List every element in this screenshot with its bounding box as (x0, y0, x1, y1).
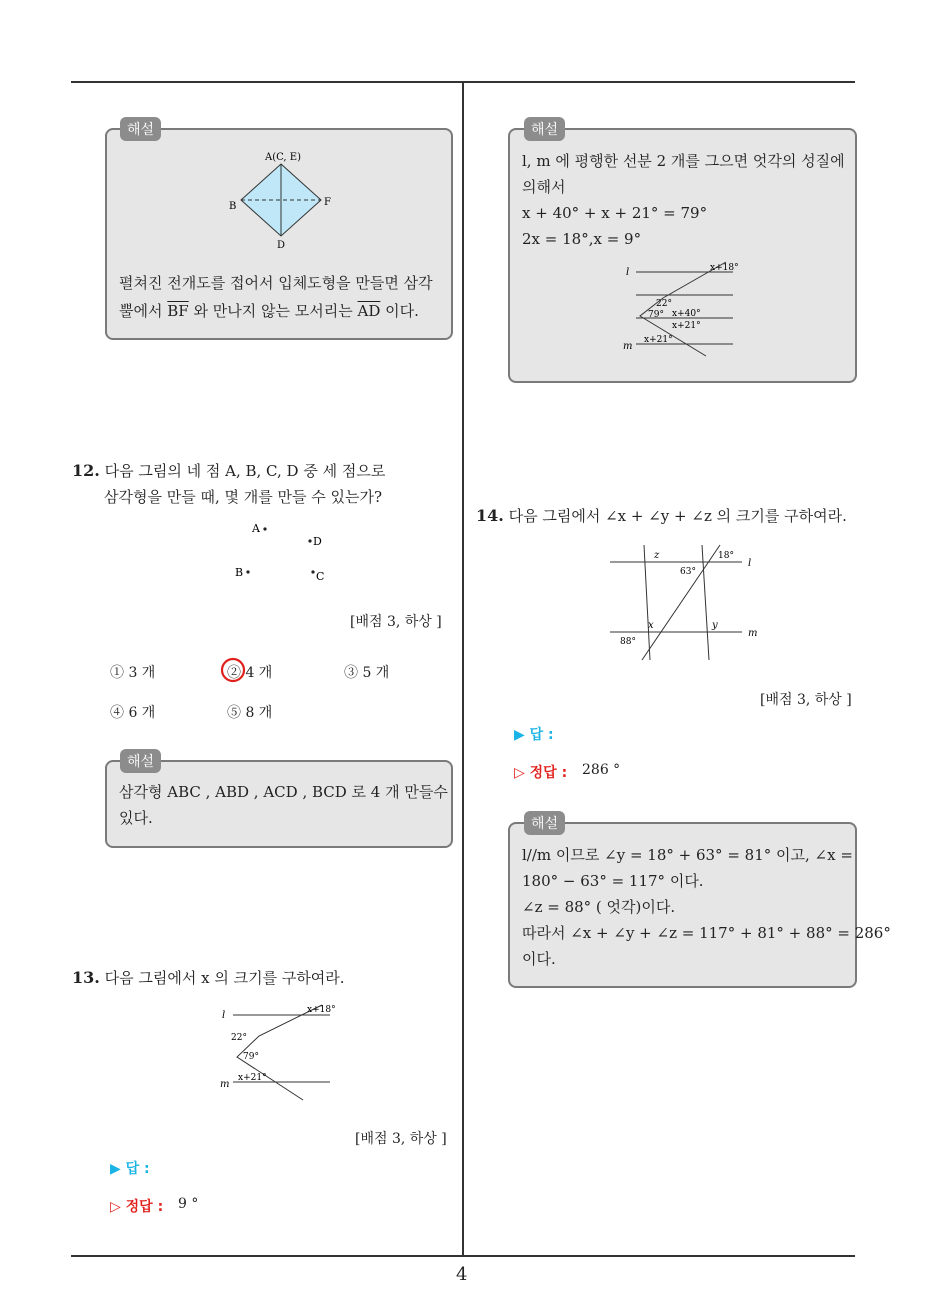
explanation-tag-q13: 해설 (524, 117, 565, 141)
q13-score: [배점 3, 하상 ] (355, 1131, 447, 1147)
explanation-q12-line2: 있다. (119, 809, 153, 827)
q13-correct-value: 9 ° (178, 1196, 199, 1212)
sol-label-l: l (626, 267, 630, 278)
point-b-dot (246, 570, 249, 573)
explanation-q13-line4: 2x = 18°,x = 9° (522, 230, 642, 248)
q14-label-y: y (712, 620, 718, 631)
question-14-number: 14. (476, 506, 504, 525)
q12-option-2[interactable]: ② 4 개 (227, 665, 273, 681)
sol-angle-4: x+40° (672, 309, 701, 319)
q12-score: [배점 3, 하상 ] (350, 614, 442, 630)
net-label-bottom: D (277, 240, 286, 248)
tetrahedron-net-figure (217, 148, 347, 248)
point-a-label: A (252, 522, 260, 535)
net-label-left: B (229, 201, 237, 212)
q14-label-88: 88° (620, 637, 636, 647)
sol-angle-3: 79° (648, 310, 664, 320)
question-13-line: 13. 다음 그림에서 x 의 크기를 구하여라. (72, 968, 345, 987)
explanation-box-q11 (105, 128, 453, 340)
sol-angle-5: x+21° (672, 321, 701, 331)
q12-option-3[interactable]: ③ 5 개 (344, 665, 390, 681)
explanation-q14-line3: ∠z = 88° ( 엇각)이다. (522, 898, 676, 916)
q14-answer-label: ▶ 답 : (514, 727, 554, 743)
sol-angle-1: x+18° (710, 263, 739, 273)
point-c-label: C (316, 570, 325, 583)
q14-label-l: l (748, 558, 752, 569)
question-12-line2: 삼각형을 만들 때, 몇 개를 만들 수 있는가? (104, 488, 383, 506)
explanation-q13-line3: x + 40° + x + 21° = 79° (522, 204, 708, 222)
segment-bf: $\overline{BF}$ (167, 302, 189, 320)
explanation-box-q12 (105, 760, 453, 848)
question-14-line: 14. 다음 그림에서 ∠x + ∠y + ∠z 의 크기를 구하여라. (476, 506, 847, 525)
q13-label-m: m (220, 1079, 230, 1090)
explanation-box-q14 (508, 822, 891, 988)
question-13-number: 13. (72, 968, 100, 987)
bottom-rule (71, 1255, 855, 1257)
point-c-dot (311, 570, 314, 573)
explanation-q12-line1: 삼각형 ABC , ABD , ACD , BCD 로 4 개 만들수 (119, 783, 448, 801)
q13-angle-3: 79° (243, 1052, 259, 1062)
q13-solution-figure (618, 258, 758, 358)
explanation-q13-line2: 의해서 (522, 178, 566, 196)
q13-correct-label: ▷ 정답 : (110, 1199, 164, 1215)
point-d-dot (308, 539, 311, 542)
q13-angle-2: 22° (231, 1033, 247, 1043)
q14-label-x: x (648, 620, 654, 631)
page-number: 4 (456, 1264, 468, 1285)
net-label-top: A(C, E) (265, 152, 301, 163)
q14-label-z: z (654, 550, 660, 561)
explanation-q14-line4: 따라서 ∠x + ∠y + ∠z = 117° + 81° + 88° = 286° (522, 924, 891, 942)
sol-angle-6: x+21° (644, 335, 673, 345)
point-d-label: D (313, 535, 322, 548)
column-divider (462, 83, 464, 1257)
q13-label-l: l (222, 1010, 226, 1021)
explanation-q11-line2: 뿔에서 $\overline{BF}$ 와 만나지 않는 모서리는 $\overline{AD}$ 이다. (119, 302, 419, 320)
q12-points-figure (230, 520, 340, 585)
q14-figure (602, 540, 767, 665)
q14-label-63: 63° (680, 567, 696, 577)
q14-correct-value: 286 ° (582, 762, 621, 778)
q14-label-18: 18° (718, 551, 734, 561)
question-12-number: 12. (72, 461, 100, 480)
point-a-dot (263, 527, 266, 530)
sol-label-m: m (623, 341, 633, 352)
point-b-label: B (235, 566, 244, 579)
explanation-tag-q11: 해설 (120, 117, 161, 141)
explanation-tag-q12: 해설 (120, 749, 161, 773)
selected-answer-circle (218, 655, 248, 685)
q13-angle-1: x+18° (307, 1005, 336, 1015)
q14-correct-label: ▷ 정답 : (514, 765, 568, 781)
q12-option-4[interactable]: ④ 6 개 (110, 705, 156, 721)
explanation-q13-line1: l, m 에 평행한 선분 2 개를 그으면 엇각의 성질에 (522, 152, 845, 170)
segment-ad: $\overline{AD}$ (357, 302, 381, 320)
sol-angle-2: 22° (656, 299, 672, 309)
q13-figure (215, 1000, 345, 1105)
net-label-right: F (324, 197, 331, 208)
explanation-box-q13 (508, 128, 857, 383)
q13-angle-4: x+21° (238, 1073, 267, 1083)
q12-option-1[interactable]: ① 3 개 (110, 665, 156, 681)
explanation-q14-line5: 이다. (522, 950, 556, 968)
q12-option-5[interactable]: ⑤ 8 개 (227, 705, 273, 721)
explanation-q14-line2: 180° − 63° = 117° 이다. (522, 872, 704, 890)
explanation-tag-q14: 해설 (524, 811, 565, 835)
explanation-q14-line1: l//m 이므로 ∠y = 18° + 63° = 81° 이고, ∠x = (522, 846, 853, 864)
explanation-q11-line1: 펼쳐진 전개도를 접어서 입체도형을 만들면 삼각 (119, 274, 433, 292)
question-12-line1: 12. 다음 그림의 네 점 A, B, C, D 중 세 점으로 (72, 461, 386, 480)
q14-label-m: m (748, 628, 758, 639)
q13-answer-label: ▶ 답 : (110, 1161, 150, 1177)
q14-score: [배점 3, 하상 ] (760, 692, 852, 708)
